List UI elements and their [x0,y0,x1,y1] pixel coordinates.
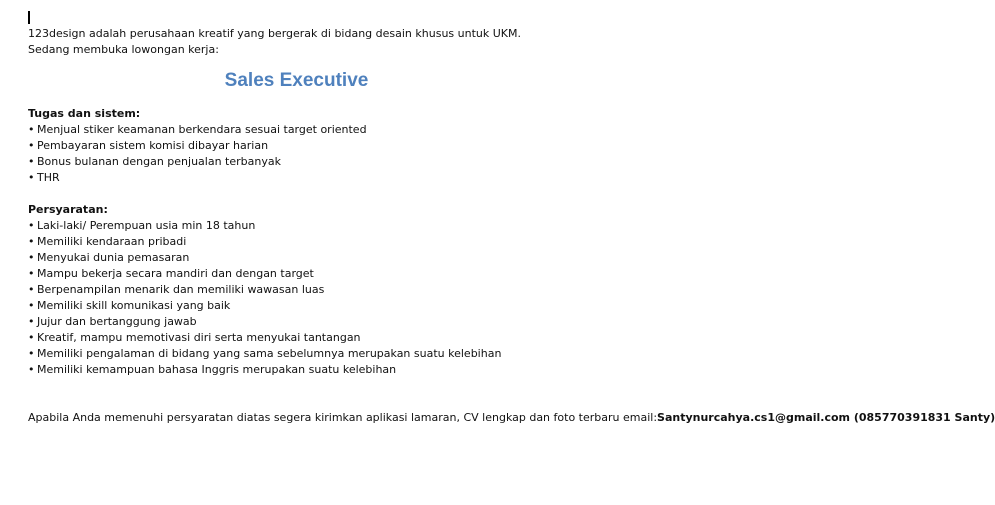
list-item [28,362,598,378]
intro-line-1: 123design adalah perusahaan kreatif yang bergerak di bidang desain khusus untuk UKM. [28,27,521,40]
list-item-text: Memiliki skill komunikasi yang baik [37,299,231,312]
duties-heading: Tugas dan sistem: [28,107,141,120]
text-cursor [28,11,30,24]
contact-email: Santynurcahya.cs1@gmail.com (085770391831 Santy) [657,411,995,424]
bullet-icon: • [28,347,35,360]
list-item-text: Mampu bekerja secara mandiri dan dengan target [37,267,314,280]
closing-paragraph [28,410,995,426]
intro-line-2: Sedang membuka lowongan kerja: [28,43,219,56]
bullet-icon: • [28,315,35,328]
list-item-text: Memiliki pengalaman di bidang yang sama sebelumnya merupakan suatu kelebihan [37,347,502,360]
list-item-text: Menyukai dunia pemasaran [37,251,190,264]
requirements-heading: Persyaratan: [28,203,108,216]
closing-text: Apabila Anda memenuhi persyaratan diatas segera kirimkan aplikasi lamaran, CV lengkap dan foto terbaru email: [28,411,658,424]
bullet-icon: • [28,155,35,168]
list-item [28,138,598,154]
list-item-text: Memiliki kendaraan pribadi [37,235,187,248]
list-item [28,218,598,234]
list-item-text: Kreatif, mampu memotivasi diri serta menyukai tantangan [37,331,361,344]
list-item [28,170,598,186]
list-item-text: Pembayaran sistem komisi dibayar harian [37,139,269,152]
list-item-text: Menjual stiker keamanan berkendara sesuai target oriented [37,123,367,136]
bullet-icon: • [28,267,35,280]
list-item [28,154,598,170]
duties-list [28,122,598,186]
list-item-text: Bonus bulanan dengan penjualan terbanyak [37,155,281,168]
list-item [28,234,598,250]
list-item [28,266,598,282]
bullet-icon: • [28,251,35,264]
list-item-text: Memiliki kemampuan bahasa Inggris merupakan suatu kelebihan [37,363,397,376]
requirements-list [28,218,598,378]
list-item-text: Berpenampilan menarik dan memiliki wawasan luas [37,283,325,296]
list-item [28,314,598,330]
spacer [28,378,598,410]
list-item [28,250,598,266]
bullet-icon: • [28,171,35,184]
list-item [28,282,598,298]
list-item-text: THR [37,171,60,184]
list-item [28,346,598,362]
bullet-icon: • [28,123,35,136]
spacer [28,186,598,202]
list-item-text: Laki-laki/ Perempuan usia min 18 tahun [37,219,256,232]
job-title: Sales Executive [224,70,369,91]
list-item [28,330,598,346]
bullet-icon: • [28,363,35,376]
list-item [28,122,598,138]
document-body[interactable] [28,26,995,426]
list-item-text: Jujur dan bertanggung jawab [37,315,197,328]
bullet-icon: • [28,331,35,344]
bullet-icon: • [28,219,35,232]
list-item [28,298,598,314]
bullet-icon: • [28,139,35,152]
bullet-icon: • [28,235,35,248]
bullet-icon: • [28,299,35,312]
bullet-icon: • [28,283,35,296]
